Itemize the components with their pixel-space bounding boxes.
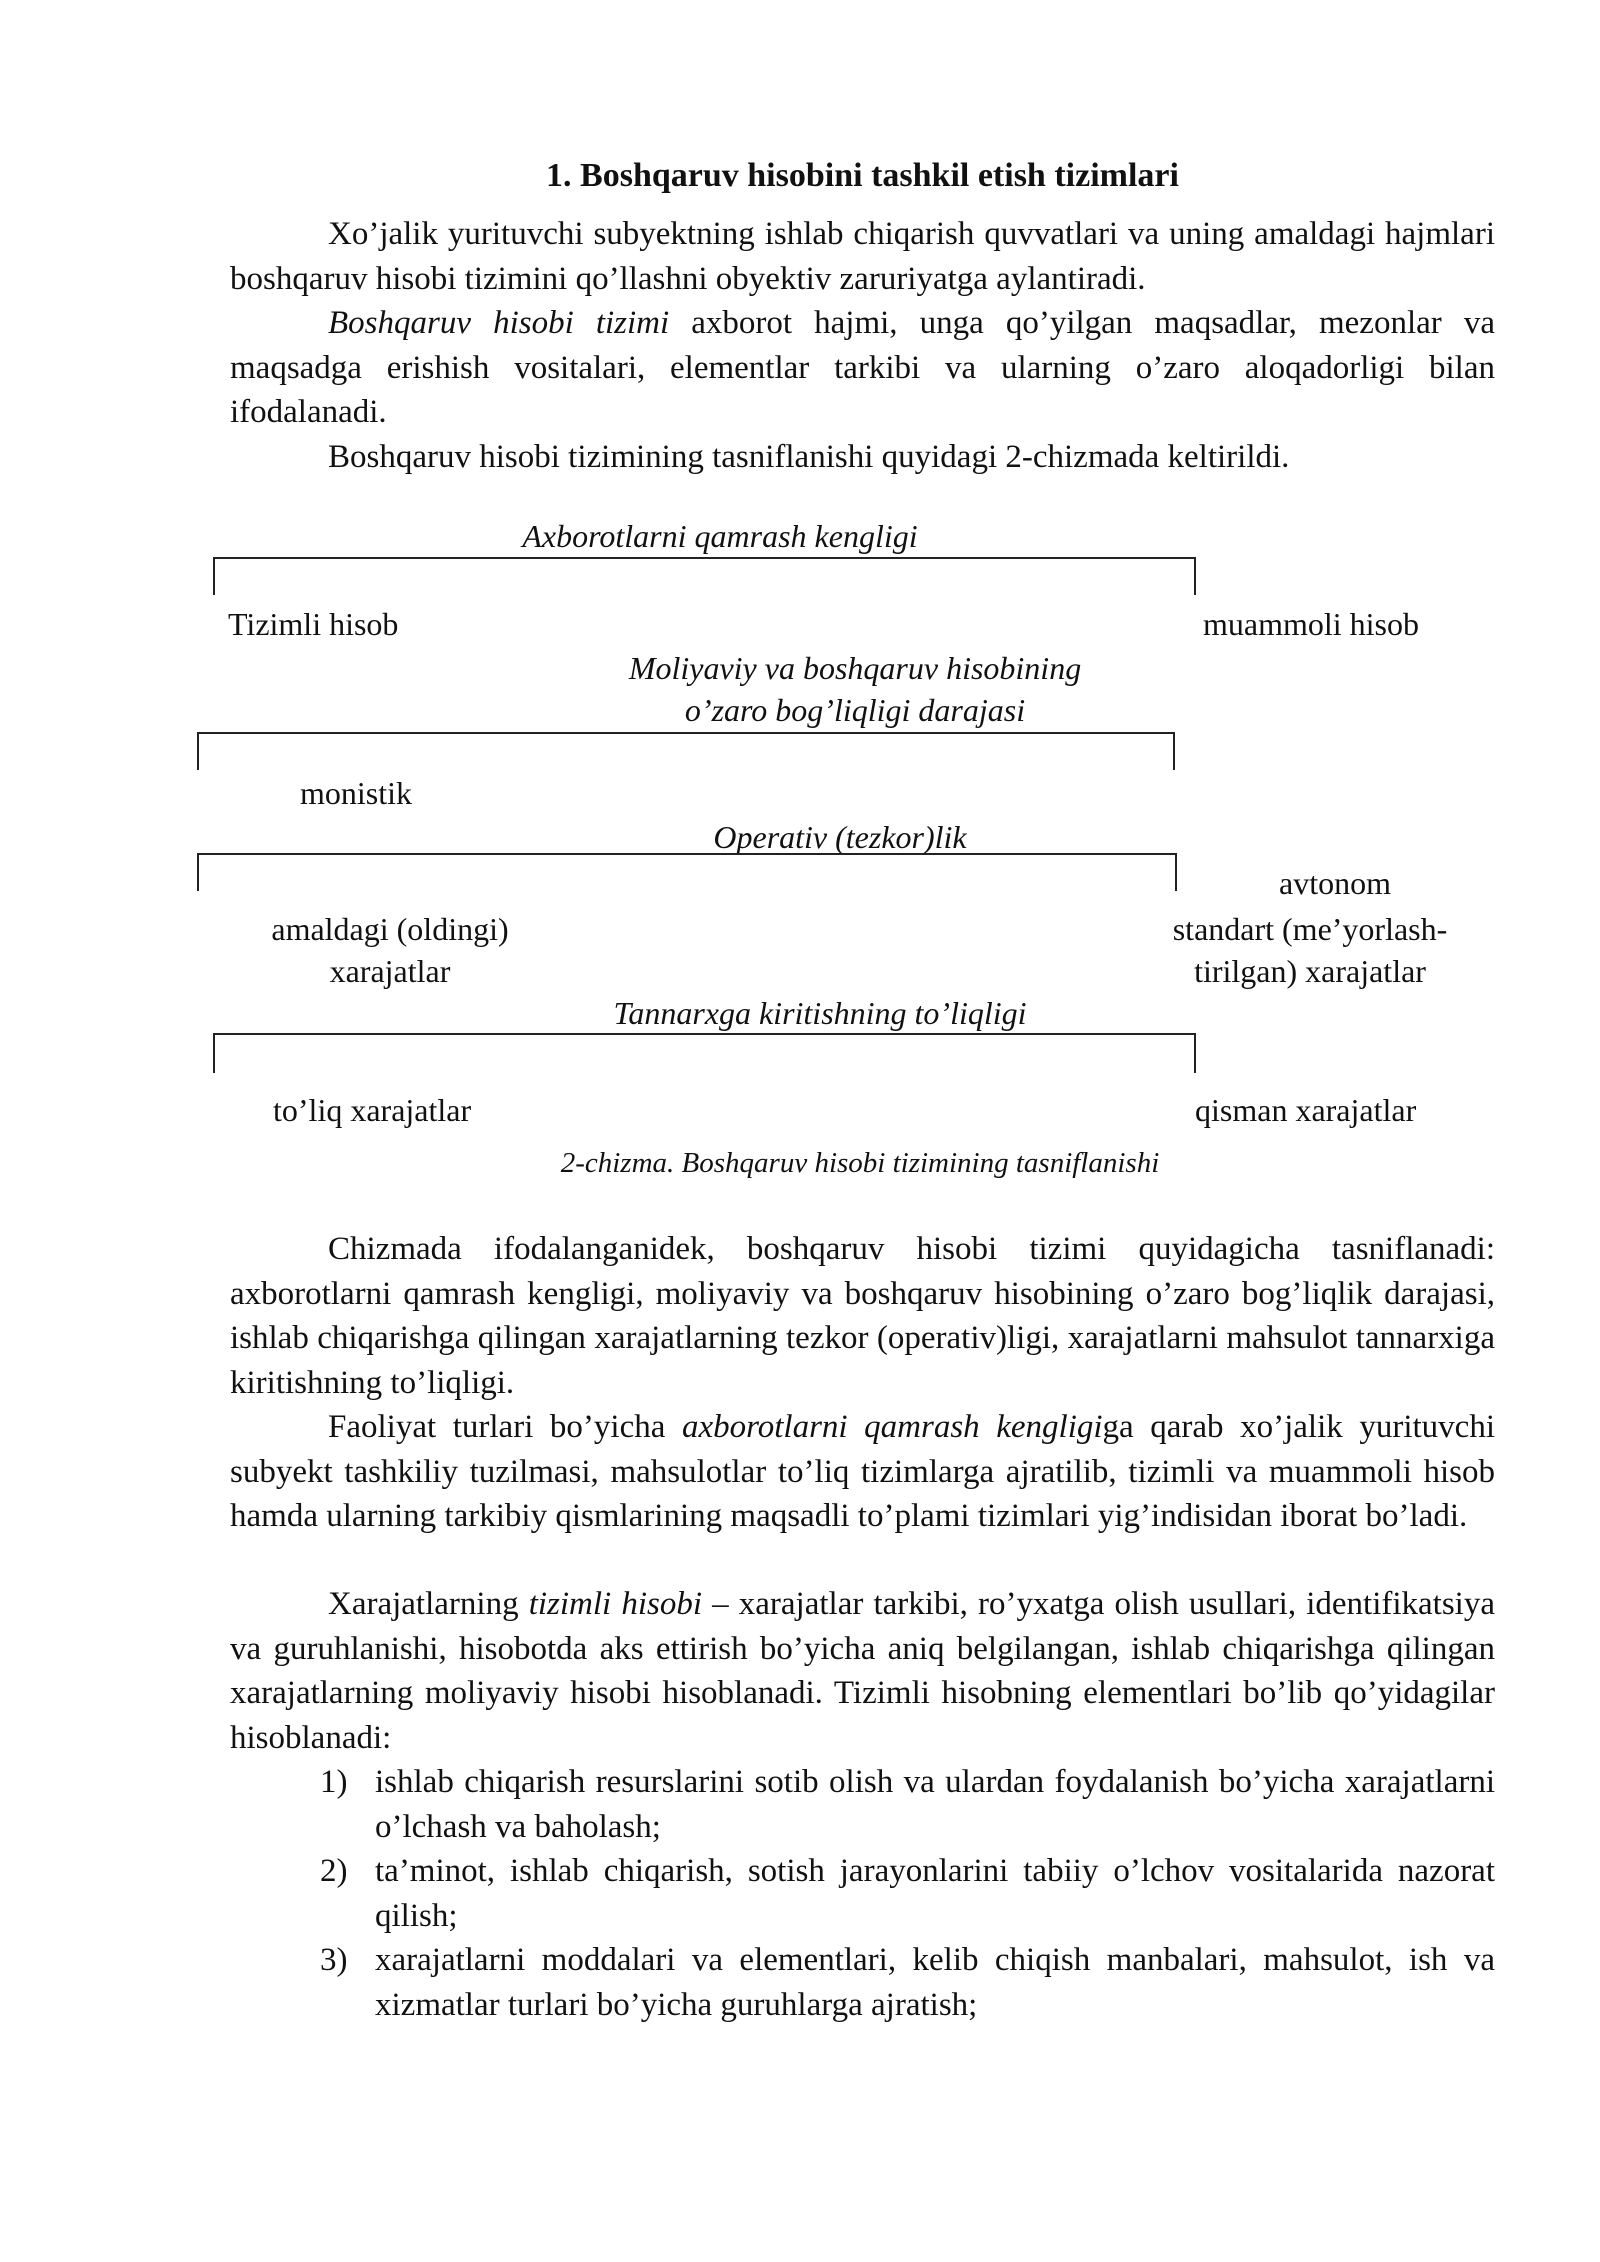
list-item [320, 1938, 1495, 2027]
diagram-row1-right: muammoli hisob [1203, 606, 1419, 642]
body-paragraph-5 [230, 1405, 1495, 1539]
list-item-number: 3) [320, 1942, 348, 1978]
intro-paragraph-3: Boshqaruv hisobi tizimining tasniflanishi quyidagi 2-chizmada keltirildi. [328, 439, 1290, 475]
intro-paragraph-1: Xo’jalik yurituvchi subyektning ishlab chiqarish quvvatlari va uning amaldagi hajmlari boshqaruv hisobi tizimini qo’llashni obyektiv zaruriyatga aylantiradi. [230, 216, 1495, 297]
diagram-row4-bracket [213, 1033, 1196, 1073]
body-paragraph-6-emphasis: tizimli hisobi [528, 1586, 703, 1622]
body-paragraph-5-emphasis: axborotlarni qamrash kengligi [681, 1409, 1103, 1445]
intro-paragraph-2-emphasis: Boshqaruv hisobi tizimi [328, 305, 670, 341]
body-paragraph-5-end: ga qarab xo’jalik yurituvchi subyekt tashkiliy tuzilmasi, mahsulotlar to’liq tizimlarga ajratilib, tizimli va muammoli hisob hamda ularning tarkibiy qismlarining maqsadli to’plami tizimlari yig’indisidan iborat bo’ladi. [230, 1409, 1495, 1534]
diagram-row3-right-line2: tirilgan) xarajatlar [1194, 953, 1426, 989]
list-item-text: xarajatlarni moddalari va elementlari, kelib chiqish manbalari, mahsulot, ish va xizmatlar turlari bo’yicha guruhlarga ajratish; [375, 1942, 1495, 2023]
elements-list [320, 1760, 1495, 2027]
list-item-number: 2) [320, 1853, 348, 1889]
diagram-caption: 2-chizma. Boshqaruv hisobi tizimining tasniflanishi [560, 1147, 1160, 1179]
diagram-row3-left-line2: xarajatlar [329, 953, 451, 989]
diagram-row3-title: Operativ (tezkor)lik [713, 819, 967, 855]
body-paragraph-6 [230, 1582, 1495, 1760]
diagram-row4-left: to’liq xarajatlar [273, 1092, 472, 1128]
diagram-row3-right-line1: standart (me’yorlash- [1172, 911, 1448, 947]
list-item [320, 1849, 1495, 1938]
body-paragraph-4: Chizmada ifodalanganidek, boshqaruv hisobi tizimi quyidagicha tasniflanadi: axborotlarni qamrash kengligi, moliyaviy va boshqaruv hisobining o’zaro bog’liqlik darajasi, ishlab chiqarishga qilingan xarajatlarning tezkor (operativ)ligi, xarajatlarni mahsulot tannarxiga kiritishning to’liqligi. [230, 1231, 1495, 1401]
section-heading: 1. Boshqaruv hisobini tashkil etish tizimlari [546, 157, 1179, 194]
diagram-row4-right: qisman xarajatlar [1195, 1092, 1417, 1128]
diagram-row4-title: Tannarxga kiritishning to’liqligi [613, 995, 1027, 1031]
diagram-row1-bracket [213, 557, 1196, 595]
list-item-text: ta’minot, ishlab chiqarish, sotish jarayonlarini tabiiy o’lchov vositalarida nazorat qilish; [375, 1853, 1495, 1934]
body-paragraph-6-start: Xarajatlarning [328, 1586, 529, 1622]
diagram-row1-title: Axborotlarni qamrash kengligi [522, 518, 918, 554]
intro-paragraph-2-text: axborot hajmi, unga qo’yilgan maqsadlar, mezonlar va maqsadga erishish vositalari, elementlar tarkibi va ularning o’zaro aloqadorligi bilan ifodalanadi. [230, 305, 1495, 430]
diagram-row2-bracket [197, 732, 1175, 770]
diagram-row2-title-line1: Moliyaviy va boshqaruv hisobining [628, 650, 1082, 686]
diagram-row2-right: avtonom [1279, 865, 1391, 901]
list-item [320, 1760, 1495, 1849]
diagram-row2-left: monistik [300, 775, 413, 811]
list-item-number: 1) [320, 1764, 348, 1800]
diagram-row2-title-line2: o’zaro bog’liqligi darajasi [684, 692, 1026, 728]
body-paragraph-5-start: Faoliyat turlari bo’yicha [328, 1409, 682, 1445]
diagram-row3-left-line1: amaldagi (oldingi) [271, 911, 509, 947]
diagram-row3-bracket [197, 853, 1177, 891]
list-item-text: ishlab chiqarish resurslarini sotib olish va ulardan foydalanish bo’yicha xarajatlarni o’lchash va baholash; [375, 1764, 1495, 1845]
body-paragraph-6-end: – xarajatlar tarkibi, ro’yxatga olish usullari, identifikatsiya va guruhlanishi, hisobotda aks ettirish bo’yicha aniq belgilangan, ishlab chiqarishga qilingan xarajatlarning moliyaviy hisobi hisoblanadi. Tizimli hisobning elementlari bo’lib qo’yidagilar hisoblanadi: [230, 1586, 1495, 1756]
diagram-row1-left: Tizimli hisob [228, 606, 399, 642]
